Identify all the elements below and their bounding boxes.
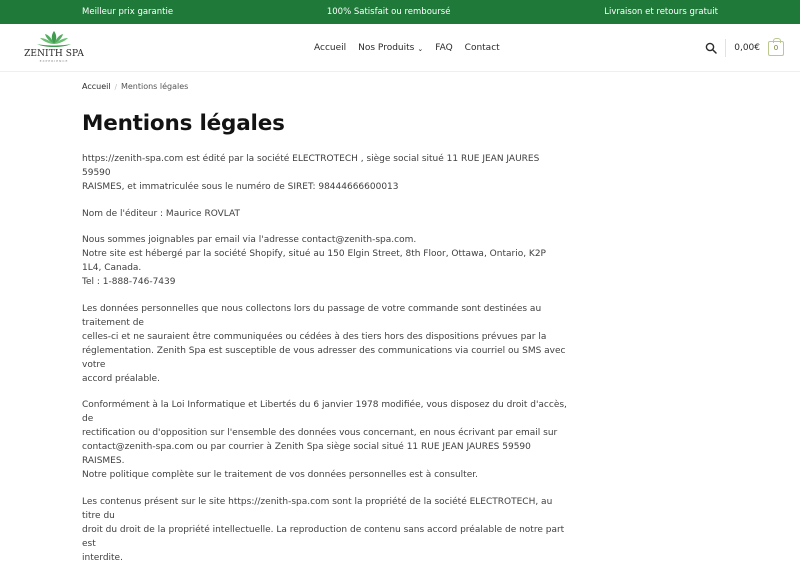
text-line: droit du droit de la propriété intellectuelle. La reproduction de contenu sans accord préalable de notre part est (82, 524, 565, 549)
text-line: Notre site est hébergé par la société Shopify, situé au 150 Elgin Street, 8th Floor, Ottawa, Ontario, K2P 1L4, Canada. (82, 249, 546, 273)
text-line: Nom de l'éditeur : Maurice ROVLAT (82, 208, 240, 219)
legal-content (82, 152, 567, 565)
header-divider (725, 39, 726, 57)
paragraph-intellectual-property (82, 495, 567, 565)
nav-item-label: Accueil (314, 43, 347, 53)
nav-item-label: Contact (464, 43, 500, 53)
main-content (0, 72, 800, 565)
text-line: https://zenith-spa.com est édité par la société ELECTROTECH , siège social situé 11 RUE JEAN JAURES 59590 (82, 154, 540, 178)
promo-free-shipping: Livraison et retours gratuit (604, 7, 718, 17)
text-line: Les contenus présent sur le site https://zenith-spa.com sont la propriété de la société ELECTROTECH, au titre du (82, 496, 553, 521)
nav-item-label: Nos Produits (358, 43, 415, 53)
paragraph-rights (82, 398, 567, 482)
breadcrumb-current: Mentions légales (120, 82, 189, 91)
search-icon[interactable] (705, 42, 717, 54)
cart-count: 0 (773, 44, 779, 52)
paragraph-editor (82, 207, 567, 221)
text-line: interdite. (82, 552, 123, 563)
text-line: celles-ci et ne sauraient être communiquées ou cédées à des tiers hors des dispositions prévues par la (82, 331, 547, 342)
main-nav (314, 24, 500, 72)
promo-satisfaction: 100% Satisfait ou remboursé (326, 7, 451, 17)
nav-item-label: FAQ (435, 43, 453, 53)
promo-bar (0, 0, 800, 24)
paragraph-contact-hosting (82, 233, 567, 289)
site-header (0, 24, 800, 72)
text-line: Tel : 1-888-746-7439 (82, 277, 176, 287)
text-line: Nous sommes joignables par email via l'adresse contact@zenith-spa.com. (82, 235, 417, 245)
cart-bag-icon[interactable] (768, 41, 784, 56)
text-line: contact@zenith-spa.com ou par courrier à Zenith Spa siège social situé 11 RUE JEAN JAURES 59590 RAISMES. (82, 442, 531, 466)
text-line: RAISMES, et immatriculée sous le numéro de SIRET: 98444666600013 (82, 182, 399, 192)
text-line: Conformément à la Loi Informatique et Libertés du 6 janvier 1978 modifiée, vous disposez du droit d'accès, de (82, 400, 567, 424)
text-line: réglementation. Zenith Spa est susceptible de vous adresser des communications via courriel ou SMS avec votre (82, 345, 566, 370)
text-line: accord préalable. (82, 373, 160, 384)
breadcrumb (82, 82, 718, 91)
header-actions (705, 24, 784, 72)
text-line: rectification ou d'opposition sur l'ensemble des données vous concernant, en nous écrivant par email sur (82, 428, 558, 438)
nav-item-contact[interactable] (465, 43, 500, 53)
paragraph-personal-data (82, 302, 567, 386)
paragraph-publisher (82, 152, 567, 194)
site-logo[interactable] (24, 30, 84, 66)
chevron-down-icon: ⌄ (417, 45, 424, 53)
promo-best-price: Meilleur prix garantie (82, 7, 174, 17)
nav-item-faq[interactable] (435, 43, 452, 53)
logo-tagline: EXPERIENCE (39, 59, 69, 63)
breadcrumb-separator: / (114, 82, 117, 91)
logo-name: ZENITH SPA (24, 49, 84, 59)
cart-total[interactable]: 0,00€ (734, 43, 760, 53)
text-line: Les données personnelles que nous collectons lors du passage de votre commande sont destinées au traitement de (82, 303, 542, 328)
text-line: Notre politique complète sur le traitement de vos données personnelles est à consulter. (82, 470, 478, 480)
breadcrumb-home[interactable]: Accueil (82, 82, 111, 91)
nav-item-accueil[interactable] (314, 43, 346, 53)
page-title: Mentions légales (82, 111, 285, 136)
nav-item-nos-produits[interactable] (358, 43, 423, 53)
lotus-icon (35, 30, 73, 48)
